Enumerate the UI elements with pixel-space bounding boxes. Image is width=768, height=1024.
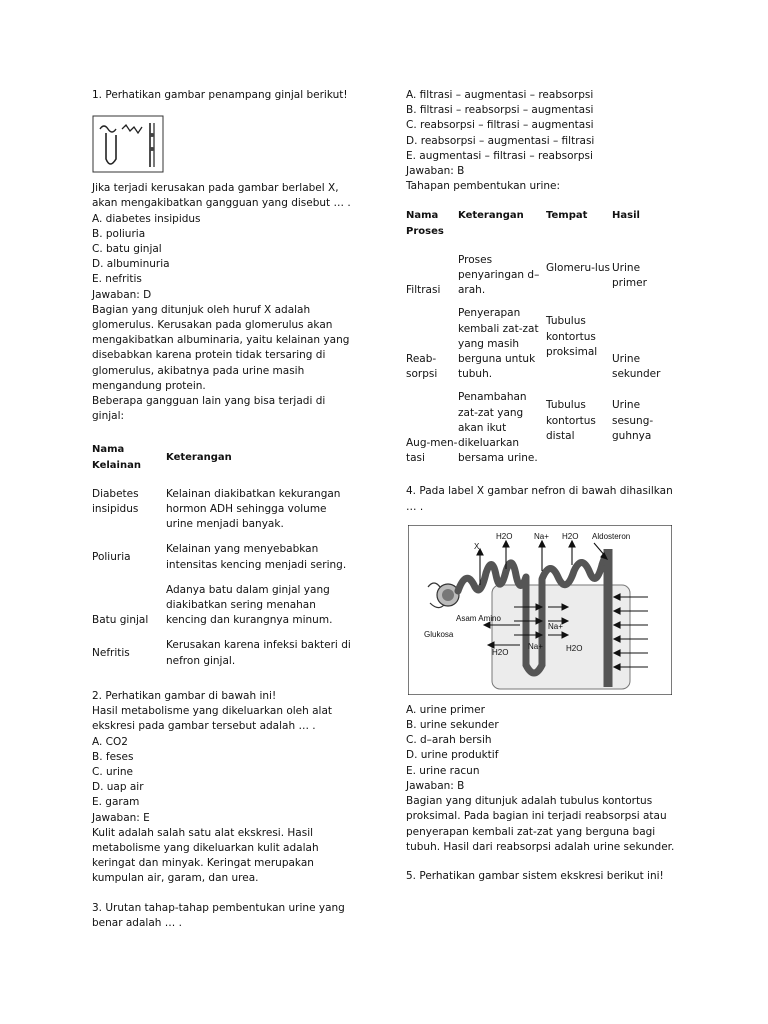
- q1-question: 1. Perhatikan gambar penampang ginjal berikut!: [92, 89, 348, 101]
- q4-option: E. urine racun: [406, 764, 480, 777]
- fig-label-h2o: H2O: [492, 647, 509, 657]
- q1-option: D. albuminuria: [92, 258, 170, 271]
- fig-label-x: X: [474, 541, 480, 551]
- q2-option: E. garam: [92, 796, 140, 809]
- table-cell: Proses penyaringan d–arah.: [458, 253, 540, 297]
- q1-table-intro: Beberapa gangguan lain yang bisa terjadi di ginjal:: [92, 395, 326, 423]
- q1-option: C. batu ginjal: [92, 243, 162, 256]
- fig-label-h2o: H2O: [496, 531, 513, 541]
- q1-answer: Jawaban: D: [92, 288, 152, 301]
- fig-label-asam-amino: Asam Amino: [456, 613, 501, 623]
- table-cell: Urine sekunder: [612, 353, 661, 381]
- table-cell: Batu ginjal: [92, 614, 149, 627]
- q1-stem: Jika terjadi kerusakan pada gambar berlabel X, akan mengakibatkan gangguan yang disebut … .: [92, 182, 351, 210]
- table-row: [92, 583, 354, 639]
- table-row: [92, 542, 354, 582]
- table-header-row: [406, 208, 678, 252]
- fig-label-h2o: H2O: [566, 643, 583, 653]
- table-cell: Kelainan yang menyebabkan intensitas kencing menjadi sering.: [166, 543, 347, 571]
- q1-option: B. poliuria: [92, 227, 146, 240]
- q3-question: 3. Urutan tahap-tahap pembentukan urine yang benar adalah … .: [92, 901, 345, 929]
- q3-option: C. reabsorpsi – filtrasi – augmentasi: [406, 119, 594, 132]
- q2-explanation: Kulit adalah salah satu alat ekskresi. Hasil metabolisme yang dikeluarkan kulit adalah keringat dan minyak. Keringat merupakan kumpulan air, garam, dan urea.: [92, 826, 319, 885]
- q4-option: C. d–arah bersih: [406, 734, 492, 747]
- right-column: [406, 88, 678, 884]
- table-cell: Urine sesung-guhnya: [612, 399, 654, 442]
- fig-label-na: Na+: [534, 531, 549, 541]
- table-cell: Glomeru-lus: [546, 261, 610, 274]
- table-cell: Kelainan diakibatkan kekurangan hormon ADH sehingga volume urine menjadi banyak.: [166, 487, 341, 531]
- table-header: Tempat: [546, 210, 588, 222]
- fig-label-h2o: H2O: [562, 531, 579, 541]
- q2-option: D. uap air: [92, 781, 144, 794]
- q4-option: A. urine primer: [406, 703, 485, 716]
- table-cell: Nefritis: [92, 647, 130, 660]
- table-cell: Urine primer: [612, 261, 647, 290]
- kidney-section-figure: [92, 115, 164, 173]
- q2-stem: Hasil metabolisme yang dikeluarkan oleh alat ekskresi pada gambar tersebut adalah … .: [92, 705, 333, 733]
- table-header: Keterangan: [166, 452, 232, 464]
- q3-option: B. filtrasi – reabsorpsi – augmentasi: [406, 104, 594, 117]
- urine-stages-table: [406, 208, 678, 474]
- table-row: [406, 390, 678, 474]
- table-cell: Kerusakan karena infeksi bakteri di nefron ginjal.: [166, 639, 351, 667]
- fig-label-na: Na+: [548, 621, 563, 631]
- table-cell: Filtrasi: [406, 284, 441, 297]
- table-header-row: [92, 442, 354, 486]
- nephron-figure: [408, 525, 672, 695]
- q2-question: 2. Perhatikan gambar di bawah ini!: [92, 689, 277, 702]
- q1-option: E. nefritis: [92, 273, 142, 286]
- fig-label-na: Na+: [528, 641, 543, 651]
- table-cell: Tubulus kontortus proksimal: [546, 315, 598, 358]
- disorders-table: [92, 442, 354, 668]
- q3-option: A. filtrasi – augmentasi – reabsorpsi: [406, 89, 594, 101]
- q1-explanation: Bagian yang ditunjuk oleh huruf X adalah glomerulus. Kerusakan pada glomerulus akan mengakibatkan albuminaria, yaitu kelainan yang disebabkan karena protein tidak tersaring di glomerulus, akibatnya pada urine masih mengandung protein.: [92, 303, 350, 392]
- table-row: [406, 306, 678, 390]
- q4-question: 4. Pada label X gambar nefron di bawah dihasilkan … .: [406, 485, 673, 513]
- q2-option: A. CO2: [92, 735, 128, 748]
- q2-answer: Jawaban: E: [92, 811, 150, 824]
- table-cell: Aug-men-tasi: [406, 437, 458, 465]
- q4-explanation: Bagian yang ditunjuk adalah tubulus kontortus proksimal. Pada bagian ini terjadi reabsorpsi atau penyerapan kembali zat-zat yang berguna bagi tubuh. Hasil dari reabsorpsi adalah urine sekunder.: [406, 795, 675, 853]
- fig-label-glukosa: Glukosa: [424, 629, 454, 639]
- q3-option: E. augmentasi – filtrasi – reabsorpsi: [406, 149, 593, 162]
- table-row: [92, 638, 354, 668]
- q3-answer: Jawaban: B: [406, 165, 465, 178]
- table-row: [406, 253, 678, 307]
- table-cell: Adanya batu dalam ginjal yang diakibatkan sering menahan kencing dan kurangnya minum.: [166, 583, 333, 627]
- table-row: [92, 487, 354, 543]
- q4-answer: Jawaban: B: [406, 779, 465, 792]
- table-cell: Penyerapan kembali zat-zat yang masih berguna untuk tubuh.: [458, 307, 539, 381]
- q2-option: C. urine: [92, 765, 134, 778]
- table-header: Hasil: [612, 210, 640, 222]
- table-cell: Tubulus kontortus distal: [546, 399, 596, 442]
- table-cell: Penambahan zat-zat yang akan ikut dikeluarkan bersama urine.: [458, 391, 538, 465]
- q4-option: D. urine produktif: [406, 749, 499, 762]
- table-header: Nama Proses: [406, 210, 444, 237]
- table-header: Keterangan: [458, 210, 524, 222]
- q1-option: A. diabetes insipidus: [92, 212, 201, 225]
- q3-table-intro: Tahapan pembentukan urine:: [406, 180, 561, 193]
- q3-option: D. reabsorpsi – augmentasi – filtrasi: [406, 134, 595, 147]
- q5-question: 5. Perhatikan gambar sistem ekskresi berikut ini!: [406, 869, 664, 882]
- q2-option: B. feses: [92, 750, 134, 763]
- fig-label-aldosteron: Aldosteron: [592, 531, 631, 541]
- left-column: [92, 88, 354, 931]
- table-cell: Reab-sorpsi: [406, 353, 438, 381]
- q4-option: B. urine sekunder: [406, 719, 499, 732]
- table-cell: Poliuria: [92, 551, 131, 564]
- table-header: Nama Kelainan: [92, 444, 141, 471]
- table-cell: Diabetes insipidus: [92, 487, 139, 516]
